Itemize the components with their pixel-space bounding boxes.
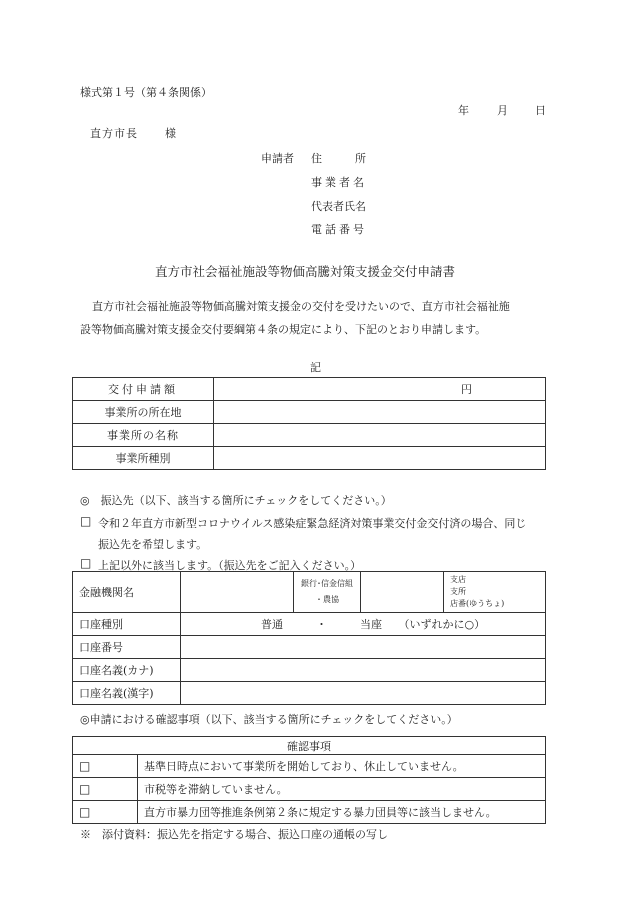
account-name-kanji-field[interactable] xyxy=(181,682,546,705)
table-cell-label: 事業所の所在地 xyxy=(73,401,214,424)
table-row xyxy=(73,636,546,659)
confirmation-table-header: 確認事項 xyxy=(73,737,546,755)
account-number-label: 口座番号 xyxy=(73,636,181,659)
option2-text: 上記以外に該当します。（振込先をご記入ください。） xyxy=(98,559,362,572)
date-day-label: 日 xyxy=(535,104,546,117)
applicant-business-name-label: 事業者名 xyxy=(311,176,367,189)
bank-name-field[interactable] xyxy=(181,572,294,613)
account-number-field[interactable] xyxy=(181,636,546,659)
date-month-label: 月 xyxy=(497,104,508,117)
amount-field[interactable]: 円 xyxy=(214,378,546,401)
table-row xyxy=(73,401,546,424)
addressee-honorific: 様 xyxy=(165,127,176,140)
bank-name-label: 金融機関名 xyxy=(73,572,181,613)
addressee-name: 直方市長 xyxy=(90,127,138,140)
option1-checkbox[interactable]: □ xyxy=(80,514,92,528)
attachment-note: ※ 添付資料：振込先を指定する場合、振込口座の通帳の写し xyxy=(80,828,388,841)
account-name-kana-label: 口座名義(カナ) xyxy=(73,659,181,682)
facility-name-field[interactable] xyxy=(214,424,546,447)
branch-type-2: 支所 xyxy=(450,587,466,596)
option2-checkbox[interactable]: □ xyxy=(80,556,92,570)
option1-text-line1: 令和２年直方市新型コロナウイルス感染症緊急経済対策事業交付金交付済の場合、同じ xyxy=(98,517,527,530)
confirm-item-text: 直方市暴力団等推進条例第２条に規定する暴力団員等に該当しません。 xyxy=(138,801,546,824)
table-row xyxy=(73,572,546,613)
body-text-line2: 設等物価高騰対策支援金交付要綱第４条の規定により、下記のとおり申請します。 xyxy=(80,323,487,336)
table-row xyxy=(73,755,546,778)
table-row xyxy=(73,424,546,447)
table-row xyxy=(73,447,546,470)
confirm-checkbox[interactable]: □ xyxy=(73,801,138,824)
confirm-item-text: 市税等を滞納していません。 xyxy=(138,778,546,801)
applicant-representative-label: 代表者氏名 xyxy=(311,200,366,213)
ki-label: 記 xyxy=(310,361,321,374)
confirm-item-text: 基準日時点において事業所を開始しており、休止していません。 xyxy=(138,755,546,778)
applicant-prefix: 申請者 xyxy=(261,152,294,165)
branch-type-cell xyxy=(444,572,546,613)
applicant-phone-label: 電話番号 xyxy=(311,223,367,236)
table-row xyxy=(73,659,546,682)
branch-type-3: 店番(ゆうちょ) xyxy=(450,599,505,608)
application-table xyxy=(72,377,546,470)
branch-type-1: 支店 xyxy=(450,575,466,584)
table-row xyxy=(73,737,546,755)
branch-name-field[interactable] xyxy=(361,572,444,613)
account-type-label: 口座種別 xyxy=(73,613,181,636)
table-row xyxy=(73,378,546,401)
account-type-field[interactable]: 普通 ・ 当座 （いずれかに○） xyxy=(181,613,546,636)
account-name-kanji-label: 口座名義(漢字) xyxy=(73,682,181,705)
bank-table xyxy=(72,571,546,705)
table-row xyxy=(73,801,546,824)
document-title: 直方市社会福祉施設等物価高騰対策支援金交付申請書 xyxy=(155,264,456,279)
account-name-kana-field[interactable] xyxy=(181,659,546,682)
body-text-line1: 直方市社会福祉施設等物価高騰対策支援金の交付を受けたいので、直方市社会福祉施 xyxy=(92,300,510,313)
table-row xyxy=(73,778,546,801)
table-cell-label: 事業所の名称 xyxy=(73,424,214,447)
option1-text-line2: 振込先を希望します。 xyxy=(98,538,208,551)
date-year-label: 年 xyxy=(458,104,469,117)
location-field[interactable] xyxy=(214,401,546,424)
applicant-address-label: 住 所 xyxy=(311,152,366,165)
confirm-checkbox[interactable]: □ xyxy=(73,778,138,801)
bank-type-line2: ・農協 xyxy=(315,595,339,604)
confirmation-table xyxy=(72,736,546,824)
confirmation-heading: ◎申請における確認事項（以下、該当する箇所にチェックをしてください。） xyxy=(80,713,458,726)
table-cell-label: 事業所種別 xyxy=(73,447,214,470)
transfer-heading: ◎ 振込先（以下、該当する箇所にチェックをしてください。） xyxy=(80,494,392,507)
table-row xyxy=(73,682,546,705)
bank-type-cell xyxy=(294,572,361,613)
form-number: 様式第１号（第４条関係） xyxy=(80,86,212,99)
table-cell-label: 交付申請額 xyxy=(73,378,214,401)
bank-type-line1: 銀行･信金信組 xyxy=(301,579,353,588)
facility-type-field[interactable] xyxy=(214,447,546,470)
confirm-checkbox[interactable]: □ xyxy=(73,755,138,778)
table-row xyxy=(73,613,546,636)
